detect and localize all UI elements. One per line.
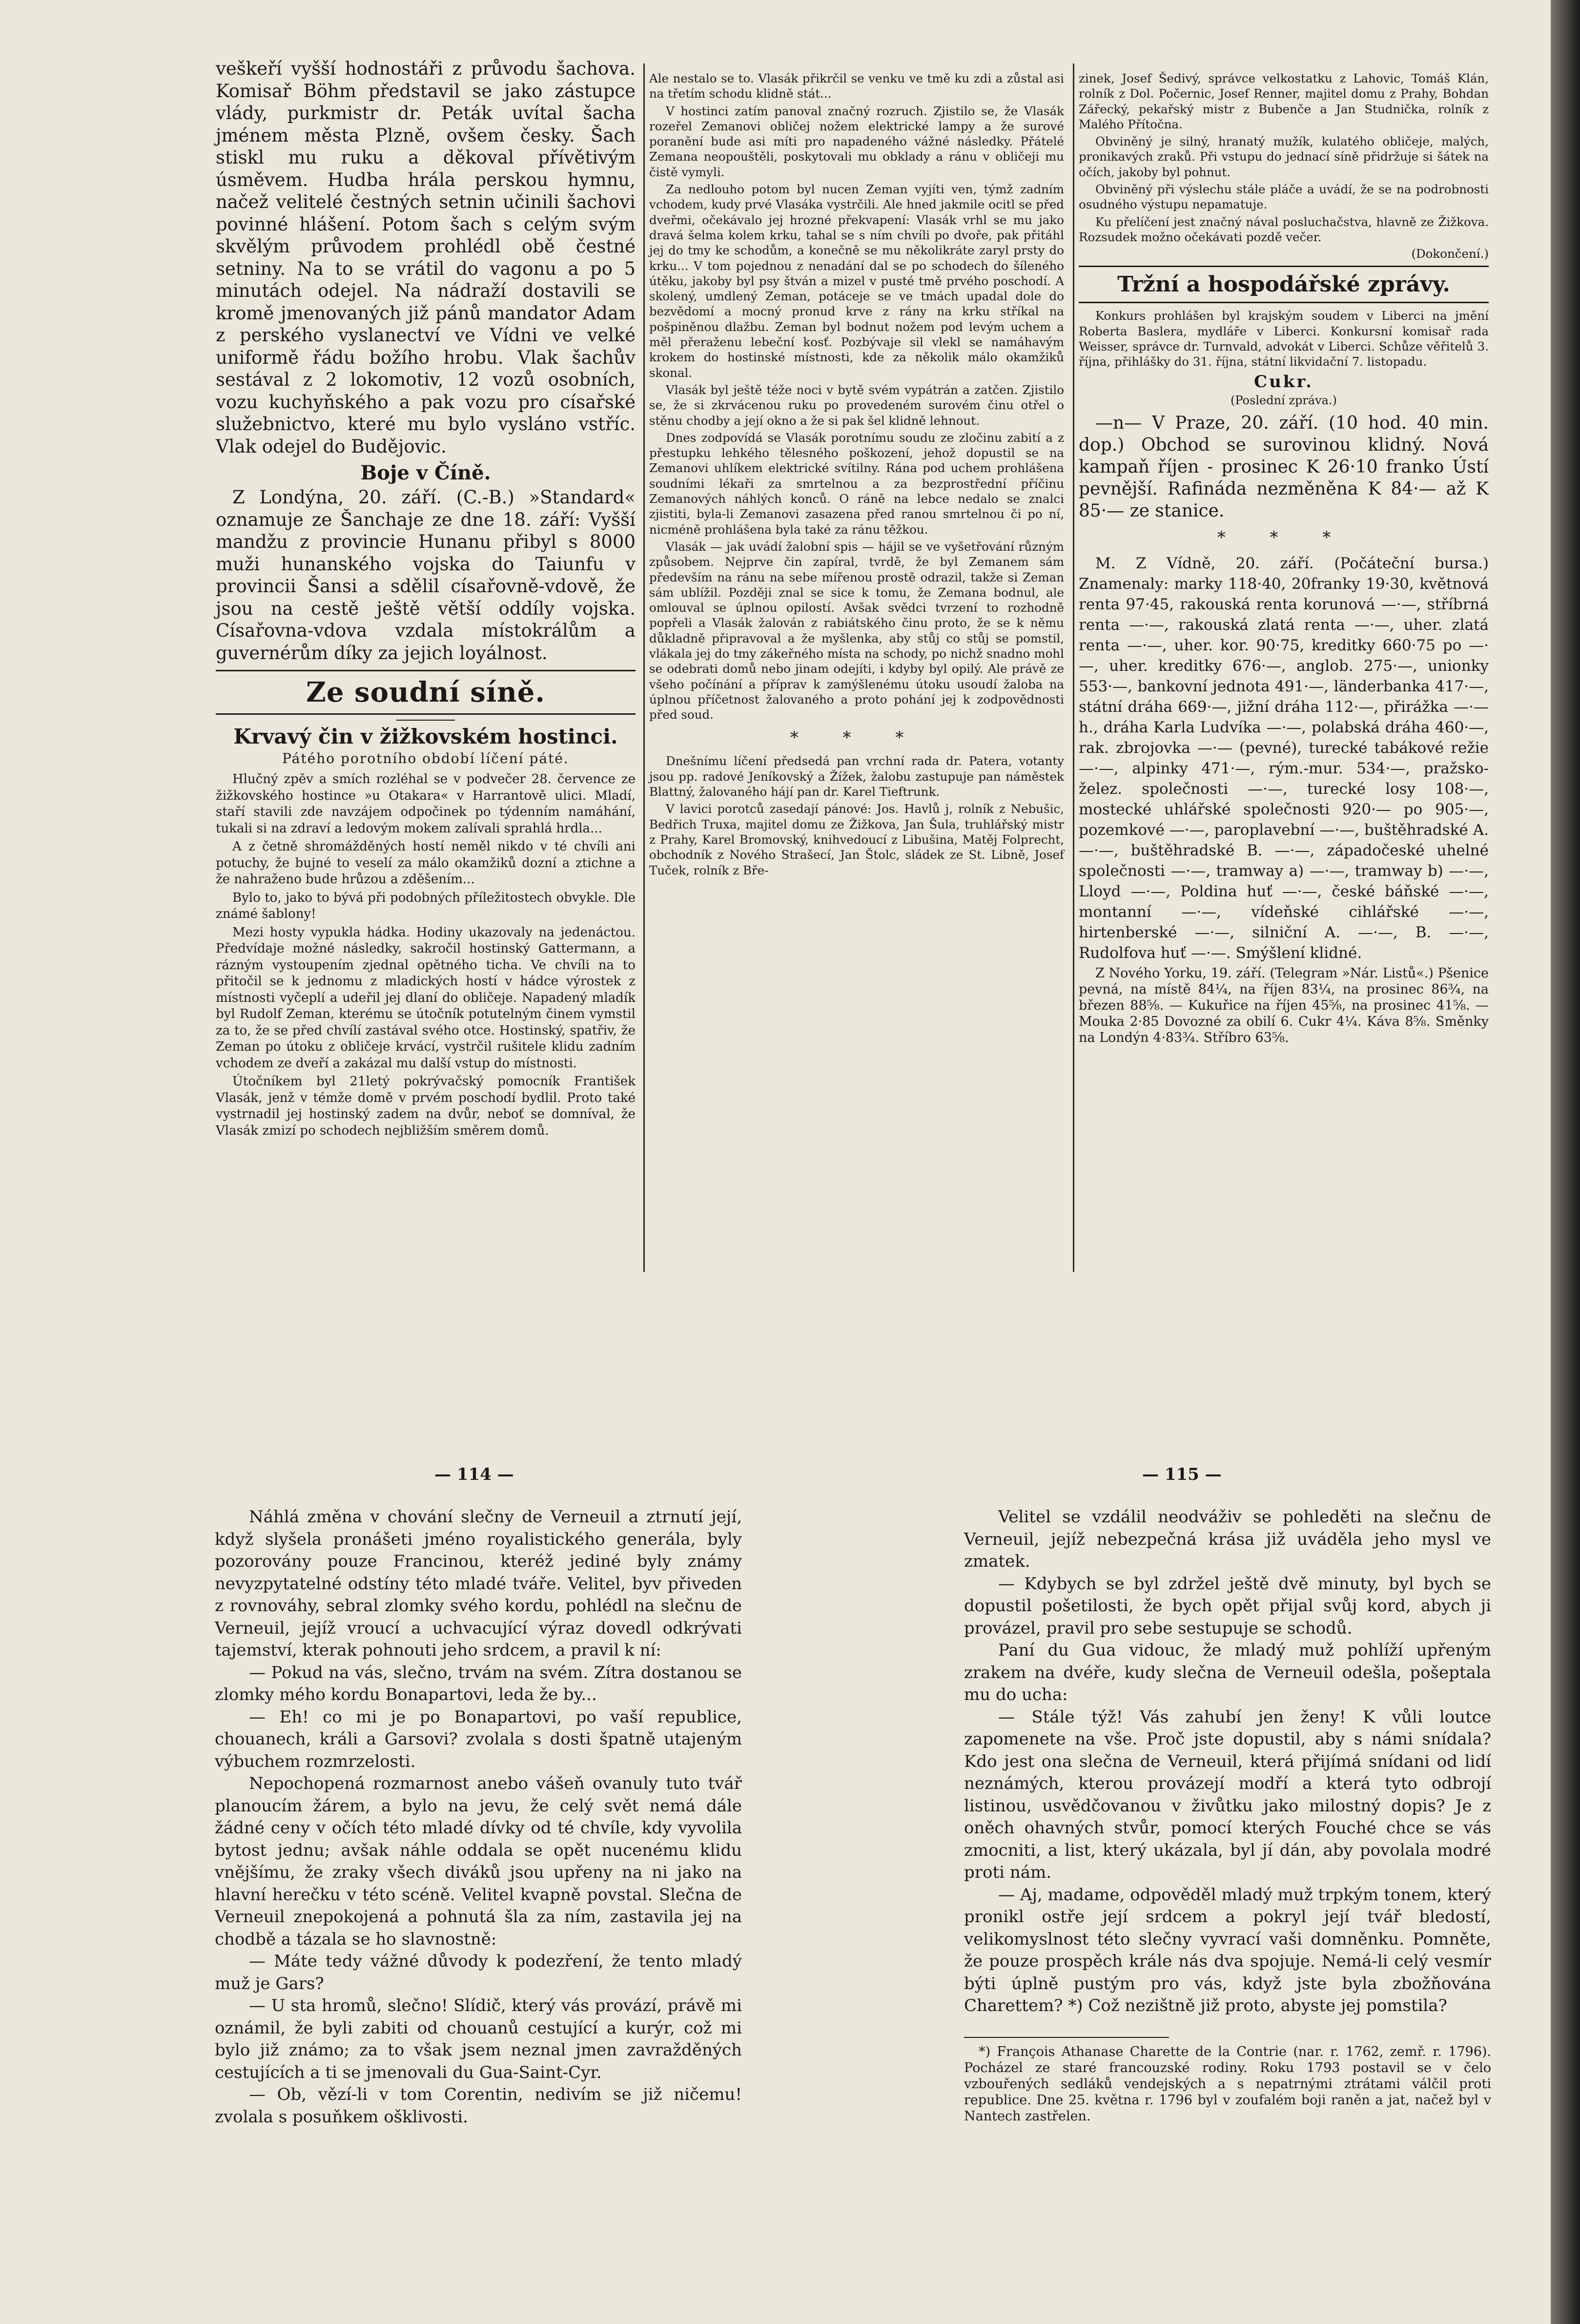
cukr-title: Cukr. [1254, 372, 1313, 392]
article-body [216, 771, 636, 1139]
column-2 [649, 71, 1064, 880]
boje-text: Z Londýna, 20. září. (C.-B.) »Standard« oznamuje ze Šanchaje ze dne 18. září: Vyšší mandžu z provincie Hunanu přibyl s 8000 muži hunanského vojska do Taiunfu v provincii Šansi a sdělil císařovně-vdově, že jsou na cestě ještě větší oddíly vojska. Císařovna-vdova vzdala místokrálům a guvernérům díky za jejich loyálnost. [216, 487, 636, 664]
novel-column-right [964, 1506, 1491, 2124]
cukr-text: —n— V Praze, 20. září. (10 hod. 40 min. dop.) Obchod se surovinou klidný. Nová kampaň říjen - prosinec K 26·10 franko Ústí pevnější. Rafináda nezměněna K 84·— až K 85·— ze stanice. [1079, 413, 1489, 521]
article-paragraph: Vlasák byl ještě téže noci v bytě svém vypátrán a zatčen. Zjistilo se, že si zkrvácenou ruku po provedeném surovém činu otřel o stěnu chodby a její okno a že si pak šel klidně lehnout. [649, 382, 1064, 428]
section-title-soudni: Ze soudní síně. [306, 676, 545, 708]
shah-visit-text: veškeří vyšší hodnostáři z průvodu šachova. Komisař Böhm představil se jako zástupce vlády, purkmistr dr. Peták uvítal šacha jménem města Plzně, ovšem česky. Šach stiskl mu ruku a děkoval přívětivým úsměvem. Hudba hrála perskou hymnu, načež velitelé čestných setnin učinili šachovi povinné hlášení. Potom šach s celým svým skvělým průvodem prohlédl obě čestné setniny. Na to se vrátil do vagonu a po 5 minutách odejel. Na nádraží dostavili se kromě jmenovaných již pánů mandator Adam z perského vyslanectví ve Vídni ve velké uniformě řádu božího hrobu. Vlak šachův sestával z 2 lokomotiv, 12 vozů osobních, vozu kuchyňského a pak vozu pro císařské služebnictvo, které mu bylo vysláno vstříc. Vlak odejel do Budějovic. [216, 58, 636, 457]
article-paragraph: Útočníkem byl 21letý pokrývačský pomocník František Vlasák, jenž v témže domě v prvém poschodí bydlil. Proto také vystrnadil jej hostinský zadem na dvůr, neboť se domníval, že Vlasák zmizí po schodech nejbližším směrem domů. [216, 1074, 636, 1138]
novel-paragraph: — Pokud na vás, slečno, trvám na svém. Zítra dostanou se zlomky mého kordu Bonapartovi, leda že by... [215, 1662, 742, 1704]
article-paragraph: V lavici porotců zasedají pánové: Jos. Havlů j, rolník z Nebušic, Bedřich Truxa, majitel domu ze Žižkova, Jan Šula, truhlářský mistr z Prahy, Karel Bromovský, knihvedoucí z Libušina, Matěj Folprecht, obchodník z Nového Strašecí, Jan Štolc, sládek ze St. Libně, Josef Tuček, rolník z Bře- [649, 802, 1064, 877]
divider [1079, 266, 1489, 267]
novel-paragraph: Nepochopená rozmarnost anebo vášeň ovanuly tuto tvář planoucím žárem, a bylo na jevu, že celý svět nemá dále žádné ceny v očích této mladé dívky od té chvíle, kdy vyvolila bytost jednu; avšak náhle oddala se opět nucenému klidu vnějšímu, že zraky všech diváků jsou upřeny na ni jako na hlavní herečku v této scéně. Velitel kvapně povstal. Slečna de Verneuil znepokojená a pohnutá šla za ním, zastavila jej na chodbě a tázala se ho slavnostně: [215, 1774, 742, 1949]
novel-paragraph: Paní du Gua vidouc, že mladý muž pohlíží upřeným zrakem na dvéře, kudy slečna de Verneuil odešla, pošeptala mu do ucha: [964, 1640, 1491, 1704]
column-1 [216, 58, 636, 1141]
page-number-right: — 115 — [1142, 1465, 1222, 1484]
section-title-trzni: Tržní a hospodářské zprávy. [1117, 272, 1450, 297]
article-subtitle: Pátého porotního období líčení páté. [282, 750, 569, 767]
article-title-boje: Boje v Číně. [360, 461, 491, 484]
bursa-text: M. Z Vídně, 20. září. (Počáteční bursa.) Znamenaly: marky 118·40, 20franky 19·30, květnová renta 97·45, rakouská renta korunová —·—, stříbrná renta —·—, rakouská zlatá renta —·—, uher. zlatá renta —·—, uher. kor. 90·75, kreditky 660·75 po —·—, uher. kreditky 676·—, anglob. 275·—, unionky 553·—, bankovní jednota 491·—, länderbanka 417·—, státní dráha 669·—, jižní dráha 112·—, přirážka —·— h., dráha Karla Ludvíka —·—, polabská dráha 460·—, rak. zbrojovka —·— (pevné), turecké tabákové režie —·—, alpinky 471·—, rým.-mur. 534·—, pražsko-želez. společnosti —·—, turecké losy 108·—, mostecké uhlářské společnosti 920·— po 905·—, pozemkové —·—, paroplavební —·—, buštěhradské A. —·—, buštěhradské B. —·—, západočeské uhelné společnosti —·—, tramway a) —·—, tramway b) —·—, Lloyd —·—, Poldina huť —·—, české báňské —·—, montanní —·—, vídeňské cihlářské —·—, hirtenberské —·—, silniční A. —·—, B. —·—, Rudolfova huť —·—. Smýšlení klidné. [1079, 555, 1489, 962]
scan-edge [1551, 0, 1580, 2324]
article-paragraph: zinek, Josef Šedivý, správce velkostatku z Lahovic, Tomáš Klán, rolník z Dol. Počernic, Josef Renner, majitel domu z Prahy, Bohdan Zářecký, pekařský mistr z Bubenče a Jan Studnička, rolník z Malého Přítočna. [1079, 71, 1489, 131]
asterism: * * * [1217, 528, 1351, 548]
article-paragraph: Mezi hosty vypukla hádka. Hodiny ukazovaly na jedenáctou. Předvídaje možné následky, sakročil hostinský Gattermann, a rázným vystoupením zjednal opětného ticha. Ve chvíli na to přitočil se k jednomu z mladických hostí v hádce výrostek z místnosti vyčeplí a udeřil jej dlaní do obličeje. Napadený mladík byl Rudolf Zeman, kterému se útočník potutelným činem vymstil za to, že se před chvílí zastával svého otce. Hostinský, spatřiv, že Zeman po útoku z obličeje krvácí, vystrčil rušitele klidu zadním vchodem ze dveří a zakázal mu další vstup do místnosti. [216, 925, 636, 1071]
divider [216, 670, 636, 671]
article-paragraph: A z četně shromážděných hostí neměl nikdo v té chvíli ani potuchy, že bujné to veselí za málo okamžiků dozní a ztichne a že nahraženo bude hrůzou a zděšením... [216, 839, 636, 887]
article-paragraph: V hostinci zatím panoval značný rozruch. Zjistilo se, že Vlasák rozeřel Zemanovi obličej nožem elektrické lampy a že surové poranění bude asi míti pro napadeného vážné následky. Přátelé Zemana neopouštěli, poskytovali mu obklady a ránu v obličeji mu čistě vymyli. [649, 104, 1064, 179]
short-divider [396, 720, 455, 721]
footnote [964, 2037, 1491, 2124]
article-paragraph: Vlasák — jak uvádí žalobní spis — hájil se ve vyšetřování různým způsobem. Nejprve čin zapíral, tvrdě, že byl Zemanem sám především na ránu na sebe mířenou prostě odrazil, takže si Zeman sám ublížil. Později znal se sice k tomu, že Zemana bodnul, ale omlouval se úplnou opilostí. Avšak svědci tvrzení to rozhodně popřeli a Vlasák žalován z rabiátského činu proto, že se k němu důkladně připravoval a že myšlenka, aby stůj co stůj se pomstil, vlákala jej do tmy zákeřného místa na schody, po nichž snadno mohl se odebrati domů nebo jinam odejíti, i kdyby byl opilý. Ale právě ze všeho počínání a příprav k zamýšlenému útoku usoudí žaloba na úplnou příčetnost žalovaného a proto pohání jej k zodpovědnosti před soud. [649, 539, 1064, 722]
article-paragraph: Obviněný je silný, hranatý mužík, kulatého obličeje, malých, pronikavých zraků. Při vstupu do jednací síně přidržuje si šátek na očích, jakoby byl pohnut. [1079, 134, 1489, 179]
article-paragraph: Dnešnímu líčení předsedá pan vrchní rada dr. Patera, votanty jsou pp. radové Jeníkovský a Žížek, žalobu zastupuje pan náměstek Blattný, žalovaného hájí pan dr. Karel Tieftrunk. [649, 754, 1064, 799]
divider [216, 713, 636, 715]
continuation-note: (Dokončení.) [1411, 247, 1489, 261]
article-paragraph: Bylo to, jako to bývá při podobných příležitostech obvykle. Dle známé šablony! [216, 890, 636, 921]
novel-paragraph: — Aj, madame, odpověděl mladý muž trpkým tonem, který pronikl ostře její srdcem a pokryl její tvář bledostí, velikomyslnost této slečny vyvrací vaši domněnku. Pomněte, že pouze prospěch krále nás dva spojuje. Nemá-li celý vesmír býti úplně pustým pro vás, když jste byla zbožňována Charettem? *) Což nezištně již proto, abyste jej pomstila? [964, 1885, 1491, 2015]
article-paragraph: Dnes zodpovídá se Vlasák porotnímu soudu ze zločinu zabití a z přestupku lehkého tělesného poškození, jehož dopustil se na Zemanovi uhlíkem elektrické svítilny. Rána pod uchem prohlášena soudními lékaři za smrtelnou a za bezprostřední příčinu Zemanových náhlých konců. O ráně na lebce nedalo se znalci zjistiti, byla-li Zemanovi zasazena před ranou smrtelnou či po ní, nicméně prohlášena byla také za ránu těžkou. [649, 430, 1064, 537]
article-paragraph: Ale nestalo se to. Vlasák přikrčil se venku ve tmě ku zdi a zůstal asi na třetím schodu klidně stát... [649, 71, 1064, 101]
column-3 [1079, 71, 1489, 1048]
article-title-krvavy: Krvavý čin v žižkovském hostinci. [233, 725, 618, 748]
novel-paragraph: — Stále týž! Vás zahubí jen ženy! K vůli loutce zapomenete na vše. Proč jste dopustil, aby s námi snídala? Kdo jest ona slečna de Verneuil, která přijímá snídani od lidí neznámých, kterou provázejí modří a která tyto odbrojí listinou, usvědčovanou v živůtku jako milostný dopis? Je z oněch ohavných stvůr, pomocí kterých Fouché chce se vás zmocniti, a list, který ukázala, byl jí dán, aby povolala modré proti nám. [964, 1707, 1491, 1882]
novel-paragraph: Velitel se vzdálil neodváživ se pohleděti na slečnu de Verneuil, jejíž nebezpečná krása již uváděla jeho mysl ve zmatek. [964, 1507, 1491, 1571]
article-paragraph: Za nedlouho potom byl nucen Zeman vyjíti ven, týmž zadním vchodem, kudy prvé Vlasáka vystrčili. Ale hned jakmile ocitl se před dveřmi, očekávalo jej hrozné překvapení: Vlasák vrhl se mu jako dravá šelma kolem krku, tahal se s ním chvíli po dvoře, pak přitáhl jej do tmy ke schodům, a konečně se mu několikráte zaryl prsty do krku... V tom pojednou z nenadání dal se po schodech do šíleného útěku, jakoby byl psy štván a mizel v pusté tmě prvého poschodí. A skolený, umdlený Zeman, potáceje se ve tmách upadal dole do bezvědomí a mocný pronud krve z rány na krku stříkal na pošpiněnou dlažbu. Zeman byl bodnut nožem pod levým uchem a měl přeraženu lebeční kosť. Pozbývaje sil vlekl se namáhavým krokem do hostinské místnosti, kde za několik málo okamžiků skonal. [649, 182, 1064, 380]
column-rule [643, 63, 645, 1272]
footnote-text: *) François Athanase Charette de la Contrie (nar. r. 1762, zemř. r. 1796). Pocházel ze staré francouzské rodiny. Roku 1793 postavil se v čelo vzbouřených sedláků vendejských a s nepatrnými ztrátami válčil proti republice. Dne 25. května r. 1796 byl v zoufalém boji raněn a jat, načež byl v Nantech zastřelen. [964, 2044, 1491, 2124]
footnote-rule [964, 2037, 1169, 2038]
article-paragraph: Ku přelíčení jest značný nával posluchačstva, hlavně ze Žižkova. Rozsudek možno očekávati pozdě večer. [1079, 214, 1489, 244]
novel-paragraph: — Ob, vězí-li v tom Corentin, nedivím se již ničemu! zvolala s posuňkem ošklivosti. [215, 2085, 742, 2127]
page-number-left: — 114 — [434, 1465, 514, 1484]
divider [1079, 302, 1489, 303]
article-paragraph: Hlučný zpěv a smích rozléhal se v podvečer 28. července ze žižkovského hostince »u Otakara« v Harrantově ulici. Mladí, staří stavili zde navzájem odpočinek po týdenním namáhání, tukali si na zdraví a ledovým mokem zalívali sprahlá hrdla... [216, 772, 636, 836]
newyork-text: Z Nového Yorku, 19. září. (Telegram »Nár. Listů«.) Pšenice pevná, na místě 84¼, na říjen 83¼, na prosinec 86¾, na březen 88⅝. — Kukuřice na říjen 45⅝, na prosinec 41⅝. — Mouka 2·85 Dovozné za obilí 6. Cukr 4¼. Káva 8⅝. Směnky na Londýn 4·83¾. Stříbro 63⅝. [1079, 966, 1489, 1046]
novel-paragraph: — Máte tedy vážné důvody k podezření, že tento mladý muž je Gars? [215, 1951, 742, 1993]
novel-paragraph: — Kdybych se byl zdržel ještě dvě minuty, byl bych se dopustil pošetilosti, že bych opět přijal svůj kord, abych ji provázel, pravil pro sebe sestupuje se schodů. [964, 1574, 1491, 1638]
asterism: * * * [790, 728, 923, 748]
novel-paragraph: Náhlá změna v chování slečny de Verneuil a ztrnutí její, když slyšela pronášeti jméno royalistického generála, byly pozorovány pouze Francinou, kteréž jediné byly známy nevyzpytatelné odstíny této mladé tváře. Velitel, byv přiveden z rovnováhy, sebral zlomky svého kordu, pohlédl na slečnu de Verneuil, jejíž vroucí a uchvacující výraz dovedl odkrývati tajemství, kterak pohnouti jeho srdcem, a pravil k ní: [215, 1507, 742, 1660]
column-rule [1073, 63, 1074, 1272]
konkurs-text: Konkurs prohlášen byl krajským soudem v Liberci na jmění Roberta Baslera, mydláře v Liberci. Konkursní komisař rada Weisser, správce dr. Turnvald, advokát v Liberci. Schůze věřitelů 3. října, přihlášky do 31. října, státní likvidační 7. listopadu. [1079, 309, 1489, 369]
novel-column-left [215, 1506, 742, 2128]
novel-paragraph: — Eh! co mi je po Bonapartovi, po vaší republice, chouanech, králi a Garsovi? zvolala s dosti špatně utajeným výbuchem rozmrzelosti. [215, 1707, 742, 1771]
article-paragraph: Obviněný při výslechu stále pláče a uvádí, že se na podrobnosti osudného výstupu nepamatuje. [1079, 182, 1489, 212]
cukr-subtitle: (Poslední zpráva.) [1231, 394, 1337, 408]
novel-paragraph: — U sta hromů, slečno! Slídič, který vás provází, právě mi oznámil, že byli zabiti od chouanů cestující a kurýr, což mi bylo již známo; za to však jsem neznal jmen zavražděných cestujících a ti se jmenovali du Gua-Saint-Cyr. [215, 1996, 742, 2082]
